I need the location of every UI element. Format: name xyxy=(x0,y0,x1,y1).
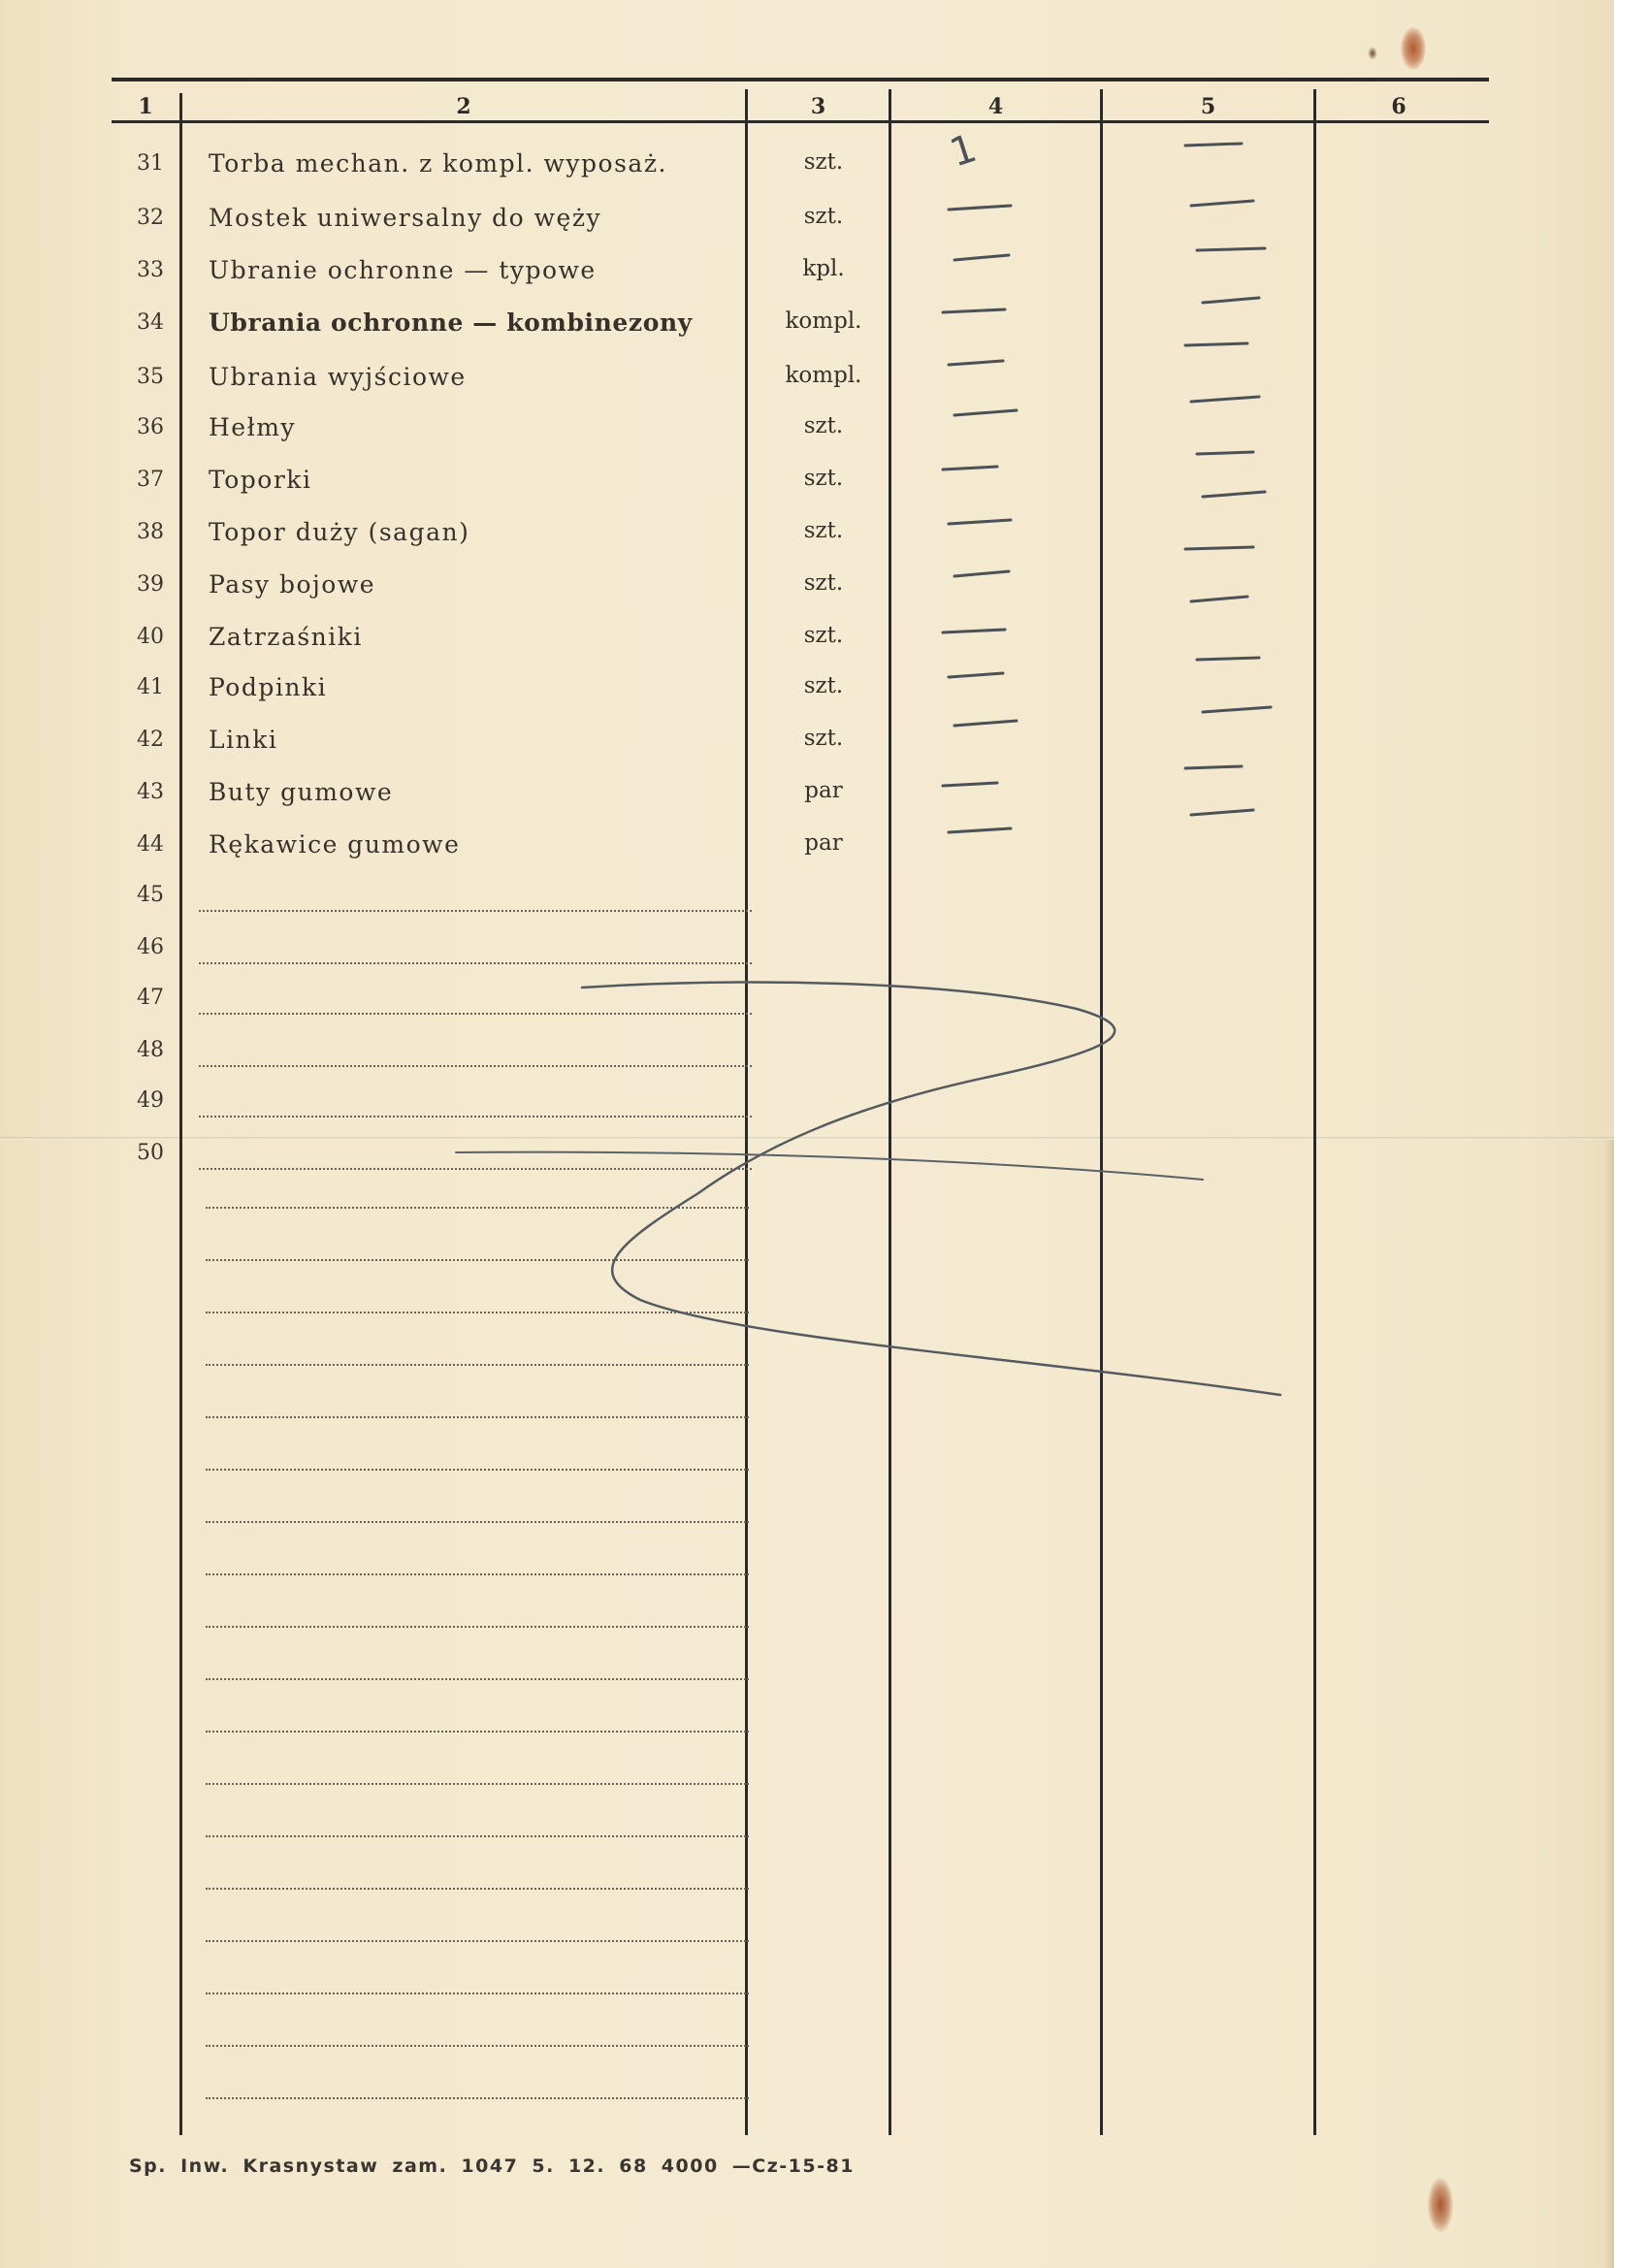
pencil-dash xyxy=(1203,707,1271,712)
item-unit: szt. xyxy=(803,149,844,175)
row-number: 38 xyxy=(137,520,164,544)
row-number: 46 xyxy=(137,935,164,959)
item-name: Topor duży (sagan) xyxy=(209,518,470,546)
row-number: 43 xyxy=(137,780,164,804)
pencil-dash xyxy=(1191,201,1253,206)
item-unit: szt. xyxy=(803,466,844,491)
row-number: 47 xyxy=(137,986,164,1010)
pencil-dash xyxy=(1203,298,1259,303)
row-number: 34 xyxy=(137,310,164,335)
pencil-dash xyxy=(943,467,997,470)
pencil-dash xyxy=(1197,658,1259,660)
row-number: 42 xyxy=(137,728,164,752)
row-number: 37 xyxy=(137,468,164,492)
row-number: 41 xyxy=(137,675,164,699)
item-name: Ubranie ochronne — typowe xyxy=(209,256,597,284)
row-number: 33 xyxy=(137,258,164,282)
pencil-dash xyxy=(1191,810,1253,815)
pencil-dash xyxy=(1197,452,1253,454)
pencil-dash xyxy=(1185,766,1242,768)
item-unit: kompl. xyxy=(785,308,862,334)
item-name: Ubrania ochronne — kombinezony xyxy=(209,308,693,337)
item-name: Buty gumowe xyxy=(209,778,394,806)
item-unit: szt. xyxy=(803,726,844,751)
pencil-dash xyxy=(949,828,1011,832)
row-number: 36 xyxy=(137,415,164,439)
pencil-dash xyxy=(1197,248,1265,250)
row-number: 32 xyxy=(137,206,164,230)
pencil-dash xyxy=(1203,492,1265,497)
item-unit: szt. xyxy=(803,518,844,543)
item-unit: szt. xyxy=(803,673,844,698)
pencil-z-scribble xyxy=(582,983,1280,1395)
pencil-dash xyxy=(949,206,1011,210)
column-header-3: 3 xyxy=(810,94,826,119)
pencil-crossing-line xyxy=(456,1152,1203,1180)
handwritten-digit: 1 xyxy=(944,125,983,177)
item-unit: szt. xyxy=(803,413,844,438)
item-name: Torba mechan. z kompl. wyposaż. xyxy=(209,149,667,178)
pencil-dash xyxy=(954,255,1009,260)
row-number: 45 xyxy=(137,883,164,907)
item-unit: szt. xyxy=(803,204,844,229)
row-number: 31 xyxy=(137,151,164,176)
row-number: 40 xyxy=(137,625,164,649)
pencil-dash xyxy=(949,673,1003,677)
pencil-dash xyxy=(954,410,1017,415)
item-unit: szt. xyxy=(803,570,844,596)
row-number: 49 xyxy=(137,1088,164,1113)
pencil-dash xyxy=(943,783,997,786)
item-unit: kpl. xyxy=(802,256,845,281)
row-number: 44 xyxy=(137,832,164,857)
item-name: Linki xyxy=(209,726,278,754)
column-header-6: 6 xyxy=(1391,94,1406,119)
item-name: Podpinki xyxy=(209,673,328,701)
row-number: 35 xyxy=(137,365,164,389)
row-number: 48 xyxy=(137,1038,164,1062)
item-name: Ubrania wyjściowe xyxy=(209,363,467,391)
pencil-dash xyxy=(943,309,1005,312)
pencil-dash xyxy=(1185,547,1253,549)
pencil-dash xyxy=(1191,597,1247,601)
column-header-5: 5 xyxy=(1200,94,1216,119)
pencil-dash xyxy=(1191,397,1259,402)
pencil-dash xyxy=(954,721,1017,726)
column-header-1: 1 xyxy=(138,94,153,119)
pencil-dash xyxy=(1185,144,1242,146)
pencil-dash xyxy=(943,630,1005,632)
item-name: Pasy bojowe xyxy=(209,570,376,599)
pencil-dash-marks xyxy=(943,144,1271,832)
pencil-dash xyxy=(949,520,1011,524)
item-name: Zatrzaśniki xyxy=(209,623,363,651)
pencil-dash xyxy=(1185,343,1247,345)
pencil-dash xyxy=(954,571,1009,576)
column-header-4: 4 xyxy=(987,94,1004,119)
item-unit: par xyxy=(804,778,843,803)
row-number: 39 xyxy=(137,572,164,597)
printer-imprint: Sp. Inw. Krasnystaw zam. 1047 5. 12. 68 4000 —Cz-15-81 xyxy=(129,2155,855,2177)
item-unit: szt. xyxy=(803,623,844,648)
item-name: Mostek uniwersalny do węży xyxy=(209,204,602,232)
item-name: Toporki xyxy=(209,466,312,494)
pencil-dash xyxy=(949,361,1003,365)
item-unit: kompl. xyxy=(785,363,862,388)
column-header-2: 2 xyxy=(456,94,471,119)
item-name: Hełmy xyxy=(209,413,297,441)
item-unit: par xyxy=(804,830,843,856)
row-number: 50 xyxy=(137,1141,164,1165)
item-name: Rękawice gumowe xyxy=(209,830,461,859)
